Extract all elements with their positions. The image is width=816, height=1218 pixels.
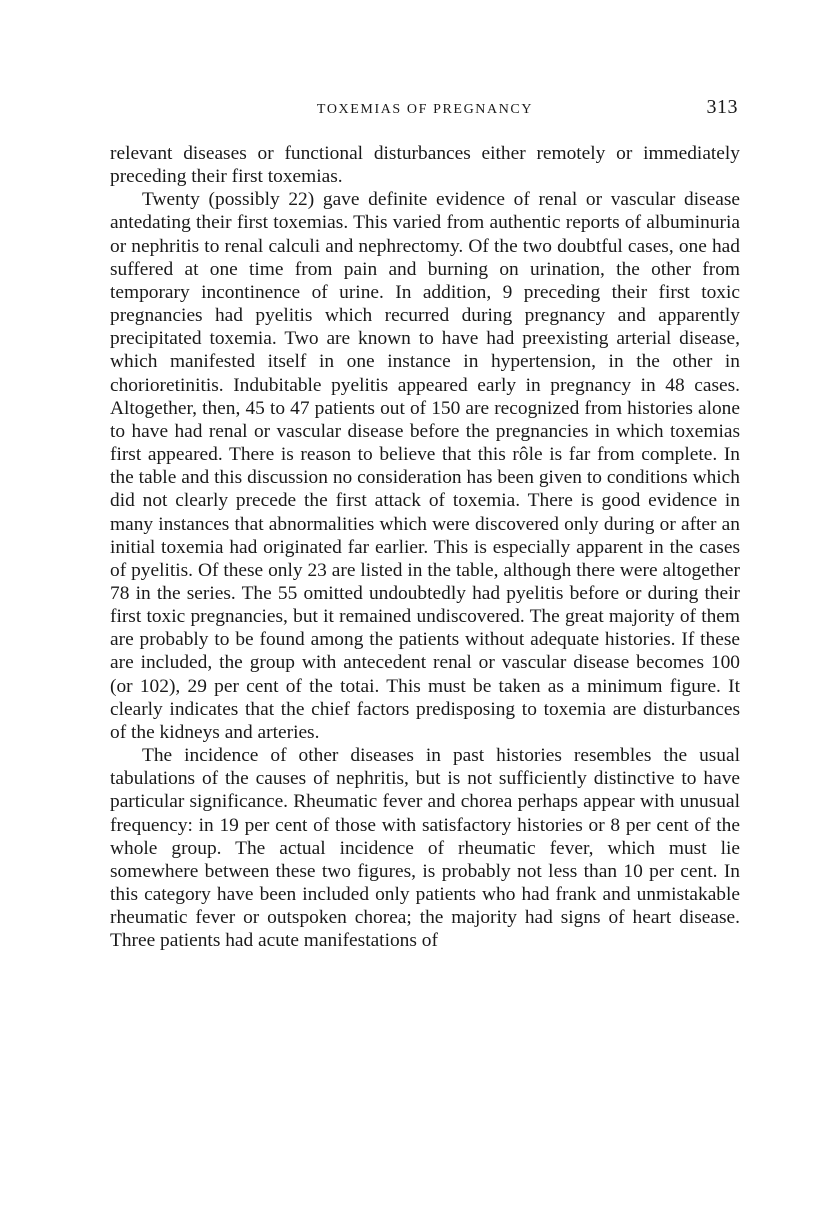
paragraph-continued: relevant diseases or functional disturbances either remotely or immediately preceding their first toxemias. bbox=[110, 143, 740, 188]
paragraph-other-diseases: The incidence of other diseases in past histories resembles the usual tabulations of the causes of nephritis, but is not sufficiently distinctive to have particular significance. Rheumatic fever and chorea perhaps appear with unusual frequency: in 19 per cent of those with satisfactory histories or 8 per cent of the whole group. The actual incidence of rheumatic fever, which must lie somewhere between these two figures, is probably not less than 10 per cent. In this category have been included only patients who had frank and unmistakable rheumatic fever or outspoken chorea; the majority had signs of heart disease. Three patients had acute manifestations of bbox=[110, 745, 740, 952]
page-number: 313 bbox=[706, 96, 738, 118]
body-text bbox=[110, 142, 740, 952]
running-head bbox=[110, 96, 740, 124]
paragraph-renal-vascular-disease: Twenty (possibly 22) gave definite evidence of renal or vascular disease antedating their first toxemias. This varied from authentic reports of albuminuria or nephritis to renal calculi and nephrectomy. Of the two doubtful cases, one had suffered at one time from pain and burning on urination, the other from temporary incontinence of urine. In addition, 9 preceding their first toxic pregnancies had pyelitis which recurred during pregnancy and apparently precipitated toxemia. Two are known to have had preexisting arterial disease, which manifested itself in one instance in hypertension, in the other in chorioretinitis. Indubitable pyelitis appeared early in pregnancy in 48 cases. Altogether, then, 45 to 47 patients out of 150 are recognized from histories alone to have had renal or vascular disease before the pregnancies in which toxemias first appeared. There is reason to believe that this rôle is far from complete. In the table and this discussion no consideration has been given to conditions which did not clearly precede the first attack of toxemia. There is good evidence in many instances that abnormalities which were discovered only during or after an initial toxemia had originated far earlier. This is especially apparent in the cases of pyelitis. Of these only 23 are listed in the table, although there were altogether 78 in the series. The 55 omitted undoubtedly had pyelitis before or during their first toxic pregnancies, but it remained undiscovered. The great majority of them are probably to be found among the patients without adequate histories. If these are included, the group with antecedent renal or vascular disease becomes 100 (or 102), 29 per cent of the totai. This must be taken as a minimum figure. It clearly indicates that the chief factors predisposing to toxemia are disturbances of the kidneys and arteries. bbox=[110, 189, 740, 743]
running-title: TOXEMIAS OF PREGNANCY bbox=[316, 102, 534, 117]
